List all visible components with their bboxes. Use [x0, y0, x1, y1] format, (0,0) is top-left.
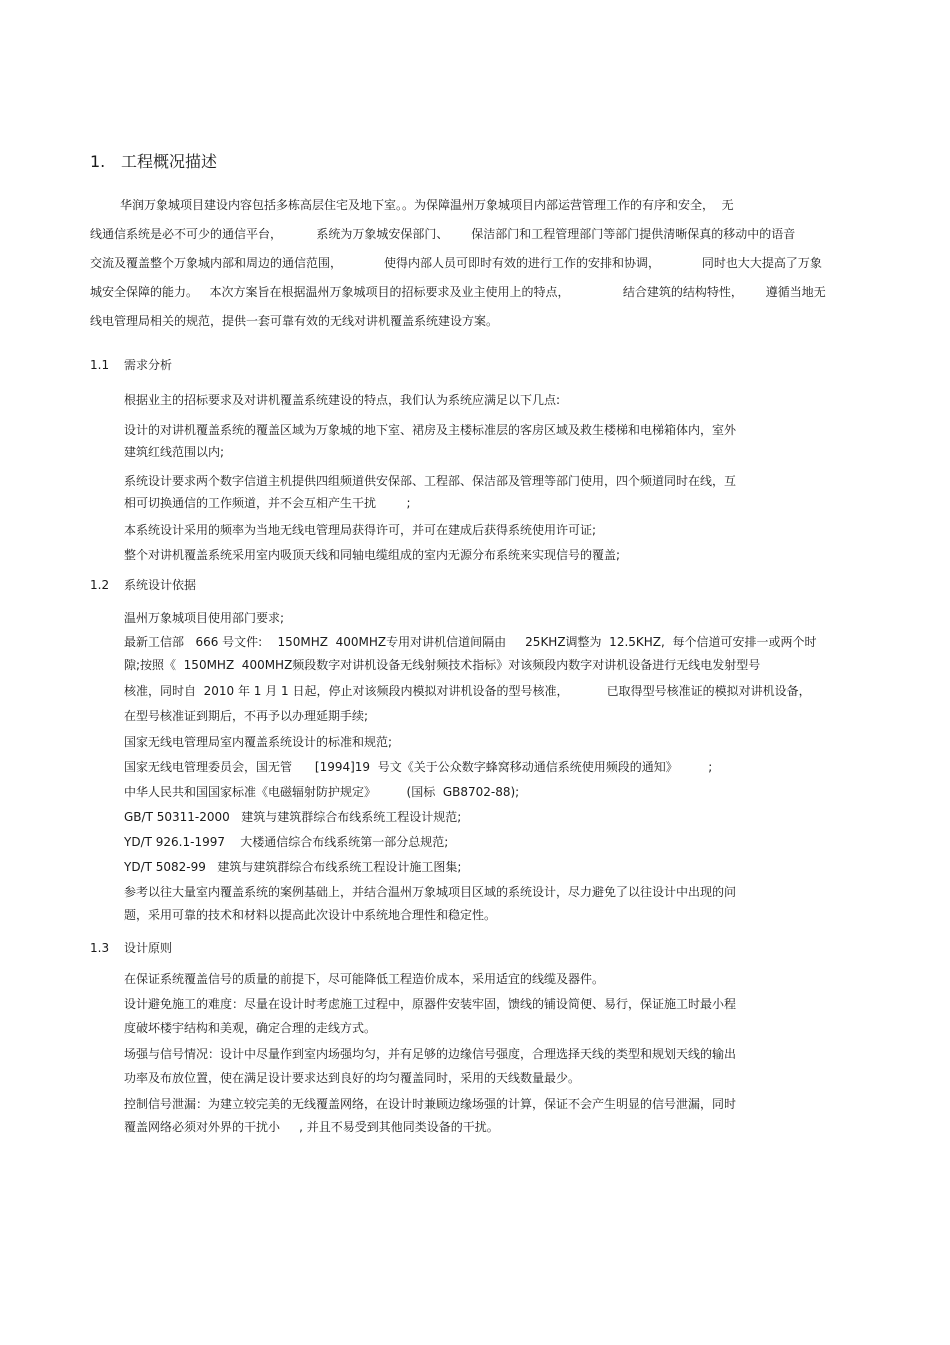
section-1-3-number: 1.3 — [90, 941, 110, 955]
s12-line: 国家无线电管理委员会，国无管 [1994]19 号文《关于公众数字蜂窝移动通信系统使用频段的通知》 ; — [124, 760, 713, 774]
intro-line: 交流及覆盖整个万象城内部和周边的通信范围， 使得内部人员可即时有效的进行工作的安排和协调， 同时也大大提高了万象 — [90, 256, 822, 270]
s12-line: 参考以往大量室内覆盖系统的案例基础上，并结合温州万象城项目区域的系统设计，尽力避免了以往设计中出现的问 — [124, 885, 737, 899]
s12-line: 国家无线电管理局室内覆盖系统设计的标准和规范; — [124, 735, 393, 749]
intro-line: 城安全保障的能力。 本次方案旨在根据温州万象城项目的招标要求及业主使用上的特点， 结合建筑的结构特性， 遵循当地无 — [90, 285, 826, 299]
s11-line: 建筑红线范围以内; — [124, 445, 225, 459]
s13-line: 场强与信号情况：设计中尽量作到室内场强均匀，并有足够的边缘信号强度，合理选择天线的类型和规划天线的输出 — [124, 1047, 737, 1061]
section-1-1-title: 需求分析 — [124, 358, 173, 372]
section-1-3-title: 设计原则 — [124, 941, 173, 955]
s11-line: 系统设计要求两个数字信道主机提供四组频道供安保部、工程部、保洁部及管理等部门使用，四个频道同时在线，互 — [124, 474, 737, 488]
section-1-number: 1. — [90, 152, 106, 171]
s12-line: 最新工信部 666 号文件: 150MHZ 400MHZ专用对讲机信道间隔由 25KHZ调整为 12.5KHZ, 每个信道可安排一或两个时 — [124, 635, 817, 649]
section-1-1-number: 1.1 — [90, 358, 110, 372]
s12-line: 在型号核准证到期后，不再予以办理延期手续; — [124, 709, 369, 723]
s12-line: 中华人民共和国国家标准《电磁辐射防护规定》 (国标 GB8702-88); — [124, 785, 520, 799]
s13-line: 覆盖网络必须对外界的干扰小 , 并且不易受到其他同类设备的干扰。 — [124, 1120, 499, 1134]
s11-line: 根据业主的招标要求及对讲机覆盖系统建设的特点，我们认为系统应满足以下几点: — [124, 393, 561, 407]
s13-line: 设计避免施工的难度：尽量在设计时考虑施工过程中，原器件安装牢固，馈线的铺设简便、易行，保证施工时最小程 — [124, 997, 737, 1011]
s12-line: 核准，同时自 2010 年 1 月 1 日起，停止对该频段内模拟对讲机设备的型号核准， 已取得型号核准证的模拟对讲机设备， — [124, 684, 811, 698]
s11-line: 整个对讲机覆盖系统采用室内吸顶天线和同轴电缆组成的室内无源分布系统来实现信号的覆盖; — [124, 548, 621, 562]
intro-line: 线电管理局相关的规范，提供一套可靠有效的无线对讲机覆盖系统建设方案。 — [90, 314, 499, 328]
s12-line: YD/T 926.1-1997 大楼通信综合布线系统第一部分总规范; — [124, 835, 449, 849]
s12-line: 温州万象城项目使用部门要求; — [124, 611, 285, 625]
s11-line: 相可切换通信的工作频道，并不会互相产生干扰 ; — [124, 496, 411, 510]
s11-line: 本系统设计采用的频率为当地无线电管理局获得许可，并可在建成后获得系统使用许可证; — [124, 523, 597, 537]
section-1-title: 工程概况描述 — [121, 152, 218, 171]
s13-line: 度破坏楼宇结构和美观，确定合理的走线方式。 — [124, 1021, 377, 1035]
s13-line: 在保证系统覆盖信号的质量的前提下，尽可能降低工程造价成本，采用适宜的线缆及器件。 — [124, 972, 605, 986]
s12-line: YD/T 5082-99 建筑与建筑群综合布线系统工程设计施工图集; — [124, 860, 462, 874]
section-1-2-title: 系统设计依据 — [124, 578, 197, 592]
s12-line: 隙;按照《 150MHZ 400MHZ频段数字对讲机设备无线射频技术指标》对该频段内数字对讲机设备进行无线电发射型号 — [124, 658, 761, 672]
intro-line: 线通信系统是必不可少的通信平台， 系统为万象城安保部门、 保洁部门和工程管理部门等部门提供清晰保真的移动中的语音 — [90, 227, 796, 241]
s13-line: 功率及布放位置，使在满足设计要求达到良好的均匀覆盖同时，采用的天线数量最少。 — [124, 1071, 581, 1085]
section-1-2-number: 1.2 — [90, 578, 110, 592]
s12-line: GB/T 50311-2000 建筑与建筑群综合布线系统工程设计规范; — [124, 810, 462, 824]
intro-line: 华润万象城项目建设内容包括多栋高层住宅及地下室。。为保障温州万象城项目内部运营管理工作的有序和安全， 无 — [120, 198, 734, 212]
s11-line: 设计的对讲机覆盖系统的覆盖区域为万象城的地下室、裙房及主楼标准层的客房区域及救生楼梯和电梯箱体内，室外 — [124, 423, 737, 437]
s12-line: 题，采用可靠的技术和材料以提高此次设计中系统地合理性和稳定性。 — [124, 908, 497, 922]
s13-line: 控制信号泄漏：为建立较完美的无线覆盖网络，在设计时兼顾边缘场强的计算，保证不会产生明显的信号泄漏，同时 — [124, 1097, 737, 1111]
